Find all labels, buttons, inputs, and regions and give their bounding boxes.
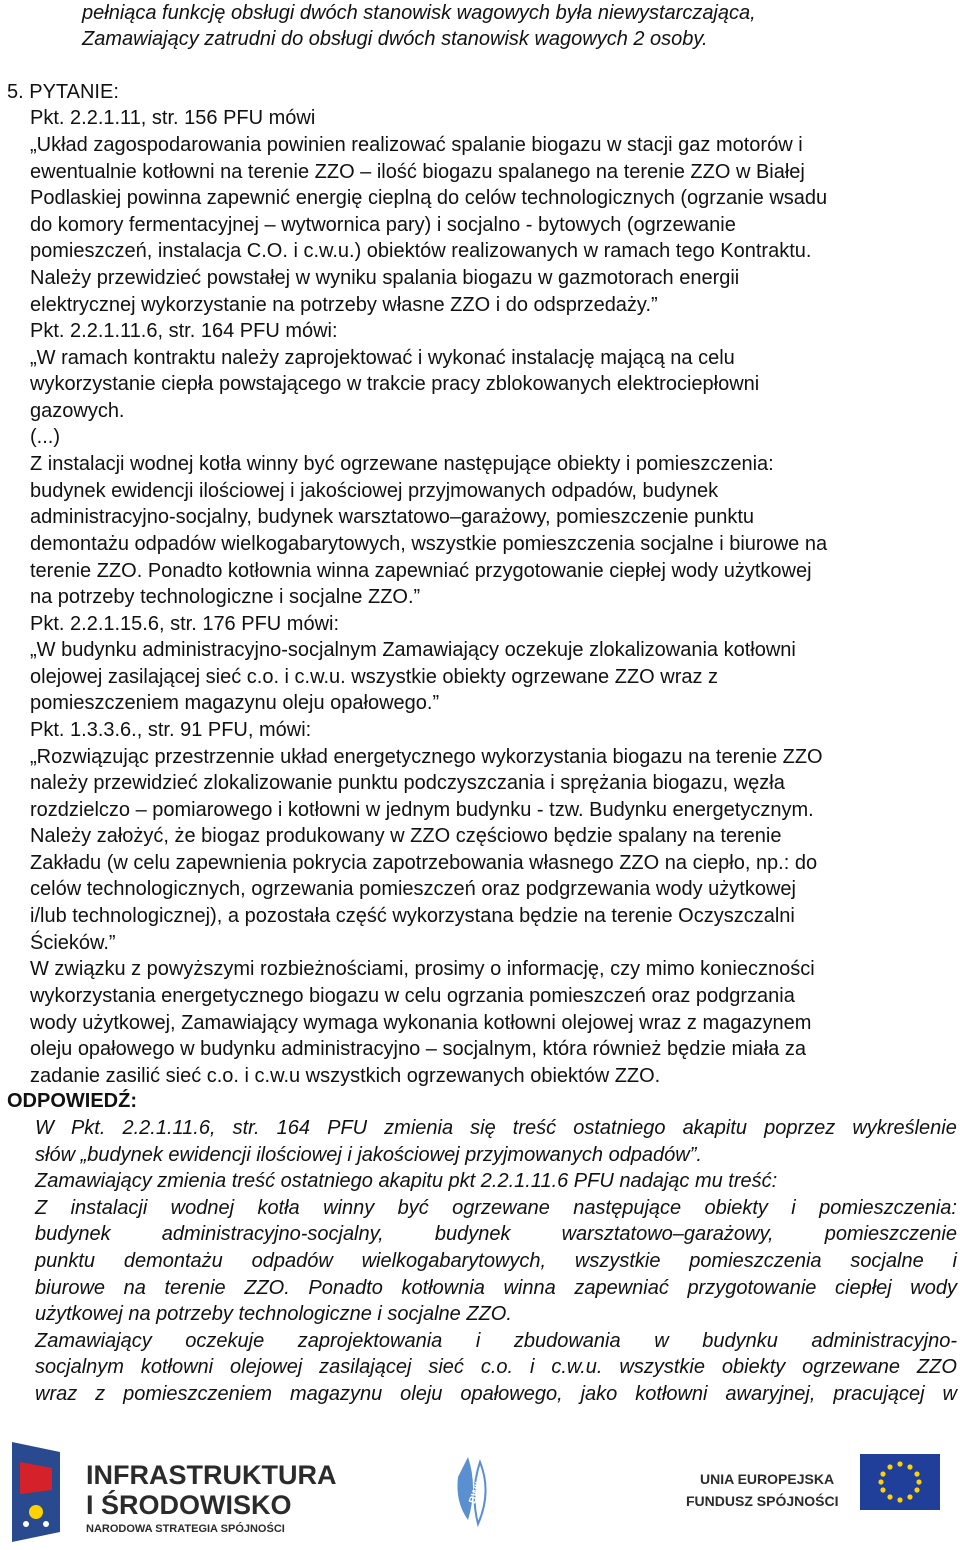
answer-line: użytkowej na potrzeby technologiczne i socjalne ZZO. [35,1303,512,1325]
question-line: wykorzystanie ciepła powstającego w trakcie pracy zblokowanych elektrociepłowni [30,373,760,395]
answer-heading: ODPOWIEDŹ: [7,1090,137,1112]
question-line: (...) [30,426,60,448]
word: i [475,1330,481,1352]
word: wraz [35,1383,78,1405]
word: akapitu [682,1117,748,1139]
word: ogrzewane [452,1197,550,1219]
word: c.w.u. [551,1356,603,1378]
word: kotła [257,1197,300,1219]
word: c.o. [480,1356,514,1378]
question-line: ewentualnie kotłowni na terenie ZZO – ilość biogazu spalanego na terenie ZZO w Białej [30,161,805,183]
word: warsztatowo–garażowy, [561,1223,774,1245]
logo-left-line2: I ŚRODOWISKO [86,1490,292,1520]
question-line: „Rozwiązując przestrzennie układ energetycznego wykorzystania biogazu na terenie ZZO [30,746,823,768]
word: obiekty [721,1356,786,1378]
word: Zamawiający [35,1330,152,1352]
logo-left-line3: NARODOWA STRATEGIA SPÓJNOŚCI [86,1523,285,1535]
word: wszystkie [574,1250,661,1272]
answer-line: Zamawiający zmienia treść ostatniego akapitu pkt 2.2.1.11.6 PFU nadając mu treść: [35,1170,778,1192]
logo-mid-text: BWIK [467,1476,487,1506]
word: pomieszczenia: [819,1197,957,1219]
word: olejowej [230,1356,303,1378]
answer-line [35,1354,957,1380]
word: awaryjnej, [725,1383,816,1405]
logo-left-line1: INFRASTRUKTURA [86,1460,337,1490]
question-line: rozdzielczo – pomiarowego i kotłowni w jednym budynku - tzw. Budynku energetycznym. [30,799,814,821]
question-line: „W budynku administracyjno-socjalnym Zamawiający oczekuje zlokalizowania kotłowni [30,639,796,661]
question-line: „W ramach kontraktu należy zaprojektować i wykonać instalację mającą na celu [30,347,735,369]
continued-text-line: Zamawiający zatrudni do obsługi dwóch stanowisk wagowych 2 osoby. [82,28,708,50]
word: przygotowanie [687,1277,817,1299]
word: biurowe [35,1277,106,1299]
word: kotłowni [140,1356,214,1378]
word: winny [323,1197,375,1219]
word: opałowego, [460,1383,563,1405]
word: ciepłej [835,1277,892,1299]
question-line: Z instalacji wodnej kotła winny być ogrzewane następujące obiekty i pomieszczenia: [30,453,774,475]
word: i [529,1356,535,1378]
word: budynek [434,1223,511,1245]
word: wielkogabarytowych, [361,1250,547,1272]
word: i [791,1197,796,1219]
word: ZZO [916,1356,957,1378]
question-line: demontażu odpadów wielkogabarytowych, wszystkie pomieszczenia socjalne i biurowe na [30,533,828,555]
word: zbudowania [513,1330,621,1352]
word: administracyjno- [811,1330,957,1352]
question-line: i/lub technologicznej), a pozostała część wykorzystana będzie na terenie Oczyszczalni [30,905,795,927]
word: treść [512,1117,557,1139]
question-line: „Układ zagospodarowania powinien realizować spalanie biogazu w stacji gaz motorów i [30,134,803,156]
word: zapewniać [574,1277,669,1299]
question-line: do komory fermentacyjnej – wytwornica pary) i socjalno - bytowych (ogrzewanie [30,214,736,236]
word: i [952,1250,957,1272]
question-line: Pkt. 1.3.3.6., str. 91 PFU, mówi: [30,719,312,741]
answer-line [35,1381,957,1407]
question-heading: 5. PYTANIE: [7,81,119,103]
question-line: W związku z powyższymi rozbieżnościami, prosimy o informację, czy mimo konieczności [30,958,815,980]
word: Ponadto [308,1277,383,1299]
word: wodnej [170,1197,235,1219]
word: Z [35,1197,48,1219]
word: zasilającej [319,1356,412,1378]
word: pomieszczenia [689,1250,822,1272]
question-line: Pkt. 2.2.1.11, str. 156 PFU mówi [30,107,316,129]
word: budynek [35,1223,111,1245]
is-emblem-icon [12,1442,60,1542]
word: winna [503,1277,556,1299]
question-line: na potrzeby technologiczne i socjalne ZZO.” [30,586,421,608]
answer-line [35,1248,957,1274]
continued-text-line: pełniąca funkcję obsługi dwóch stanowisk wagowych była niewystarczająca, [82,2,756,24]
question-line: elektrycznej wykorzystanie na potrzeby własne ZZO i do odsprzedaży.” [30,294,658,316]
question-line: Ścieków.” [30,932,116,954]
word: sieć [428,1356,464,1378]
word: pomieszczeniem [123,1383,273,1405]
word: administracyjno-socjalny, [161,1223,384,1245]
question-line: celów technologicznych, ogrzewania pomieszczeń oraz podgrzewania wody użytkowej [30,878,796,900]
word: następujące [573,1197,682,1219]
question-line: Zakładu (w celu zapewnienia pokrycia zapotrzebowania własnego ZZO na ciepło, np.: do [30,852,818,874]
word: terenie [164,1277,226,1299]
word: obiekty [704,1197,768,1219]
word: w [942,1383,957,1405]
question-line: Należy założyć, że biogaz produkowany w ZZO częściowo będzie spalany na terenie [30,825,782,847]
word: kotłowni [635,1383,708,1405]
word: Pkt. [70,1117,106,1139]
question-line: terenie ZZO. Ponadto kotłownia winna zapewniać przygotowanie ciepłej wody użytkowej [30,560,812,582]
word: odpadów [251,1250,333,1272]
word: oczekuje [185,1330,265,1352]
word: w [654,1330,669,1352]
word: ogrzewane [802,1356,900,1378]
word: wszystkie [619,1356,705,1378]
word: wykreślenie [852,1117,957,1139]
word: ZZO. [244,1277,290,1299]
question-line: Pkt. 2.2.1.11.6, str. 164 PFU mówi: [30,320,338,342]
question-line: oleju opałowego w budynku administracyjno – socjalnym, która również będzie miała za [30,1038,806,1060]
word: oleju [400,1383,443,1405]
word: jako [580,1383,618,1405]
question-line: administracyjno-socjalny, budynek warsztatowo–garażowy, pomieszczenie punktu [30,506,755,528]
word: demontażu [123,1250,223,1272]
word: pomieszczenie [824,1223,957,1245]
word: zaprojektowania [297,1330,443,1352]
word: socjalne [850,1250,924,1272]
answer-line [35,1195,957,1221]
word: 2.2.1.11.6, [122,1117,216,1139]
word: instalacji [70,1197,148,1219]
word: pracującej [833,1383,925,1405]
answer-line: słów „budynek ewidencji ilościowej i jakościowej przyjmowanych odpadów”. [35,1144,702,1166]
question-line: gazowych. [30,400,125,422]
word: na [123,1277,146,1299]
word: W [35,1117,54,1139]
word: magazynu [289,1383,383,1405]
answer-line [35,1115,957,1141]
word: się [470,1117,496,1139]
word: ostatniego [573,1117,666,1139]
answer-line [35,1221,957,1247]
word: poprzez [764,1117,836,1139]
answer-line [35,1275,957,1301]
logo-right-line1: UNIA EUROPEJSKA [700,1471,835,1487]
word: PFU [327,1117,368,1139]
question-line: zadanie zasilić sieć c.o. i c.w.u wszystkich ogrzewanych obiektów ZZO. [30,1065,661,1087]
question-line: należy przewidzieć zlokalizowanie punktu podczyszczania i sprężania biogazu, węzła [30,772,785,794]
word: socjalnym [35,1356,124,1378]
footer-logos [0,1432,960,1545]
question-line: Należy przewidzieć powstałej w wyniku spalania biogazu w gazmotorach energii [30,267,740,289]
word: str. [232,1117,260,1139]
word: wody [910,1277,957,1299]
question-line: budynek ewidencji ilościowej i jakościowej przyjmowanych odpadów, budynek [30,480,719,502]
question-line: wody użytkowej, Zamawiający wymaga wykonania kotłowni olejowej wraz z magazynem [30,1012,812,1034]
word: budynku [702,1330,778,1352]
eu-flag-icon [860,1454,940,1510]
question-line: Pkt. 2.2.1.15.6, str. 176 PFU mówi: [30,613,340,635]
word: punktu [35,1250,96,1272]
footer-graphics [0,1432,960,1545]
question-line: Podlaskiej powinna zapewnić energię cieplną do celów technologicznych (ogrzanie wsadu [30,187,828,209]
answer-line [35,1328,957,1354]
word: z [95,1383,106,1405]
word: kotłownia [401,1277,485,1299]
question-line: olejowej zasilającej sieć c.o. i c.w.u. wszystkie obiekty ogrzewane ZZO wraz z [30,666,719,688]
word: 164 [276,1117,311,1139]
question-line: pomieszczeń, instalacja C.O. i c.w.u.) obiektów realizowanych w ramach tego Kontraktu. [30,240,812,262]
question-line: pomieszczeniem magazynu oleju opałowego.” [30,692,440,714]
logo-right-line2: FUNDUSZ SPÓJNOŚCI [686,1493,839,1509]
word: być [397,1197,429,1219]
question-line: wykorzystania energetycznego biogazu w celu ogrzania pomieszczeń oraz podgrzania [30,985,795,1007]
word: zmienia [384,1117,454,1139]
